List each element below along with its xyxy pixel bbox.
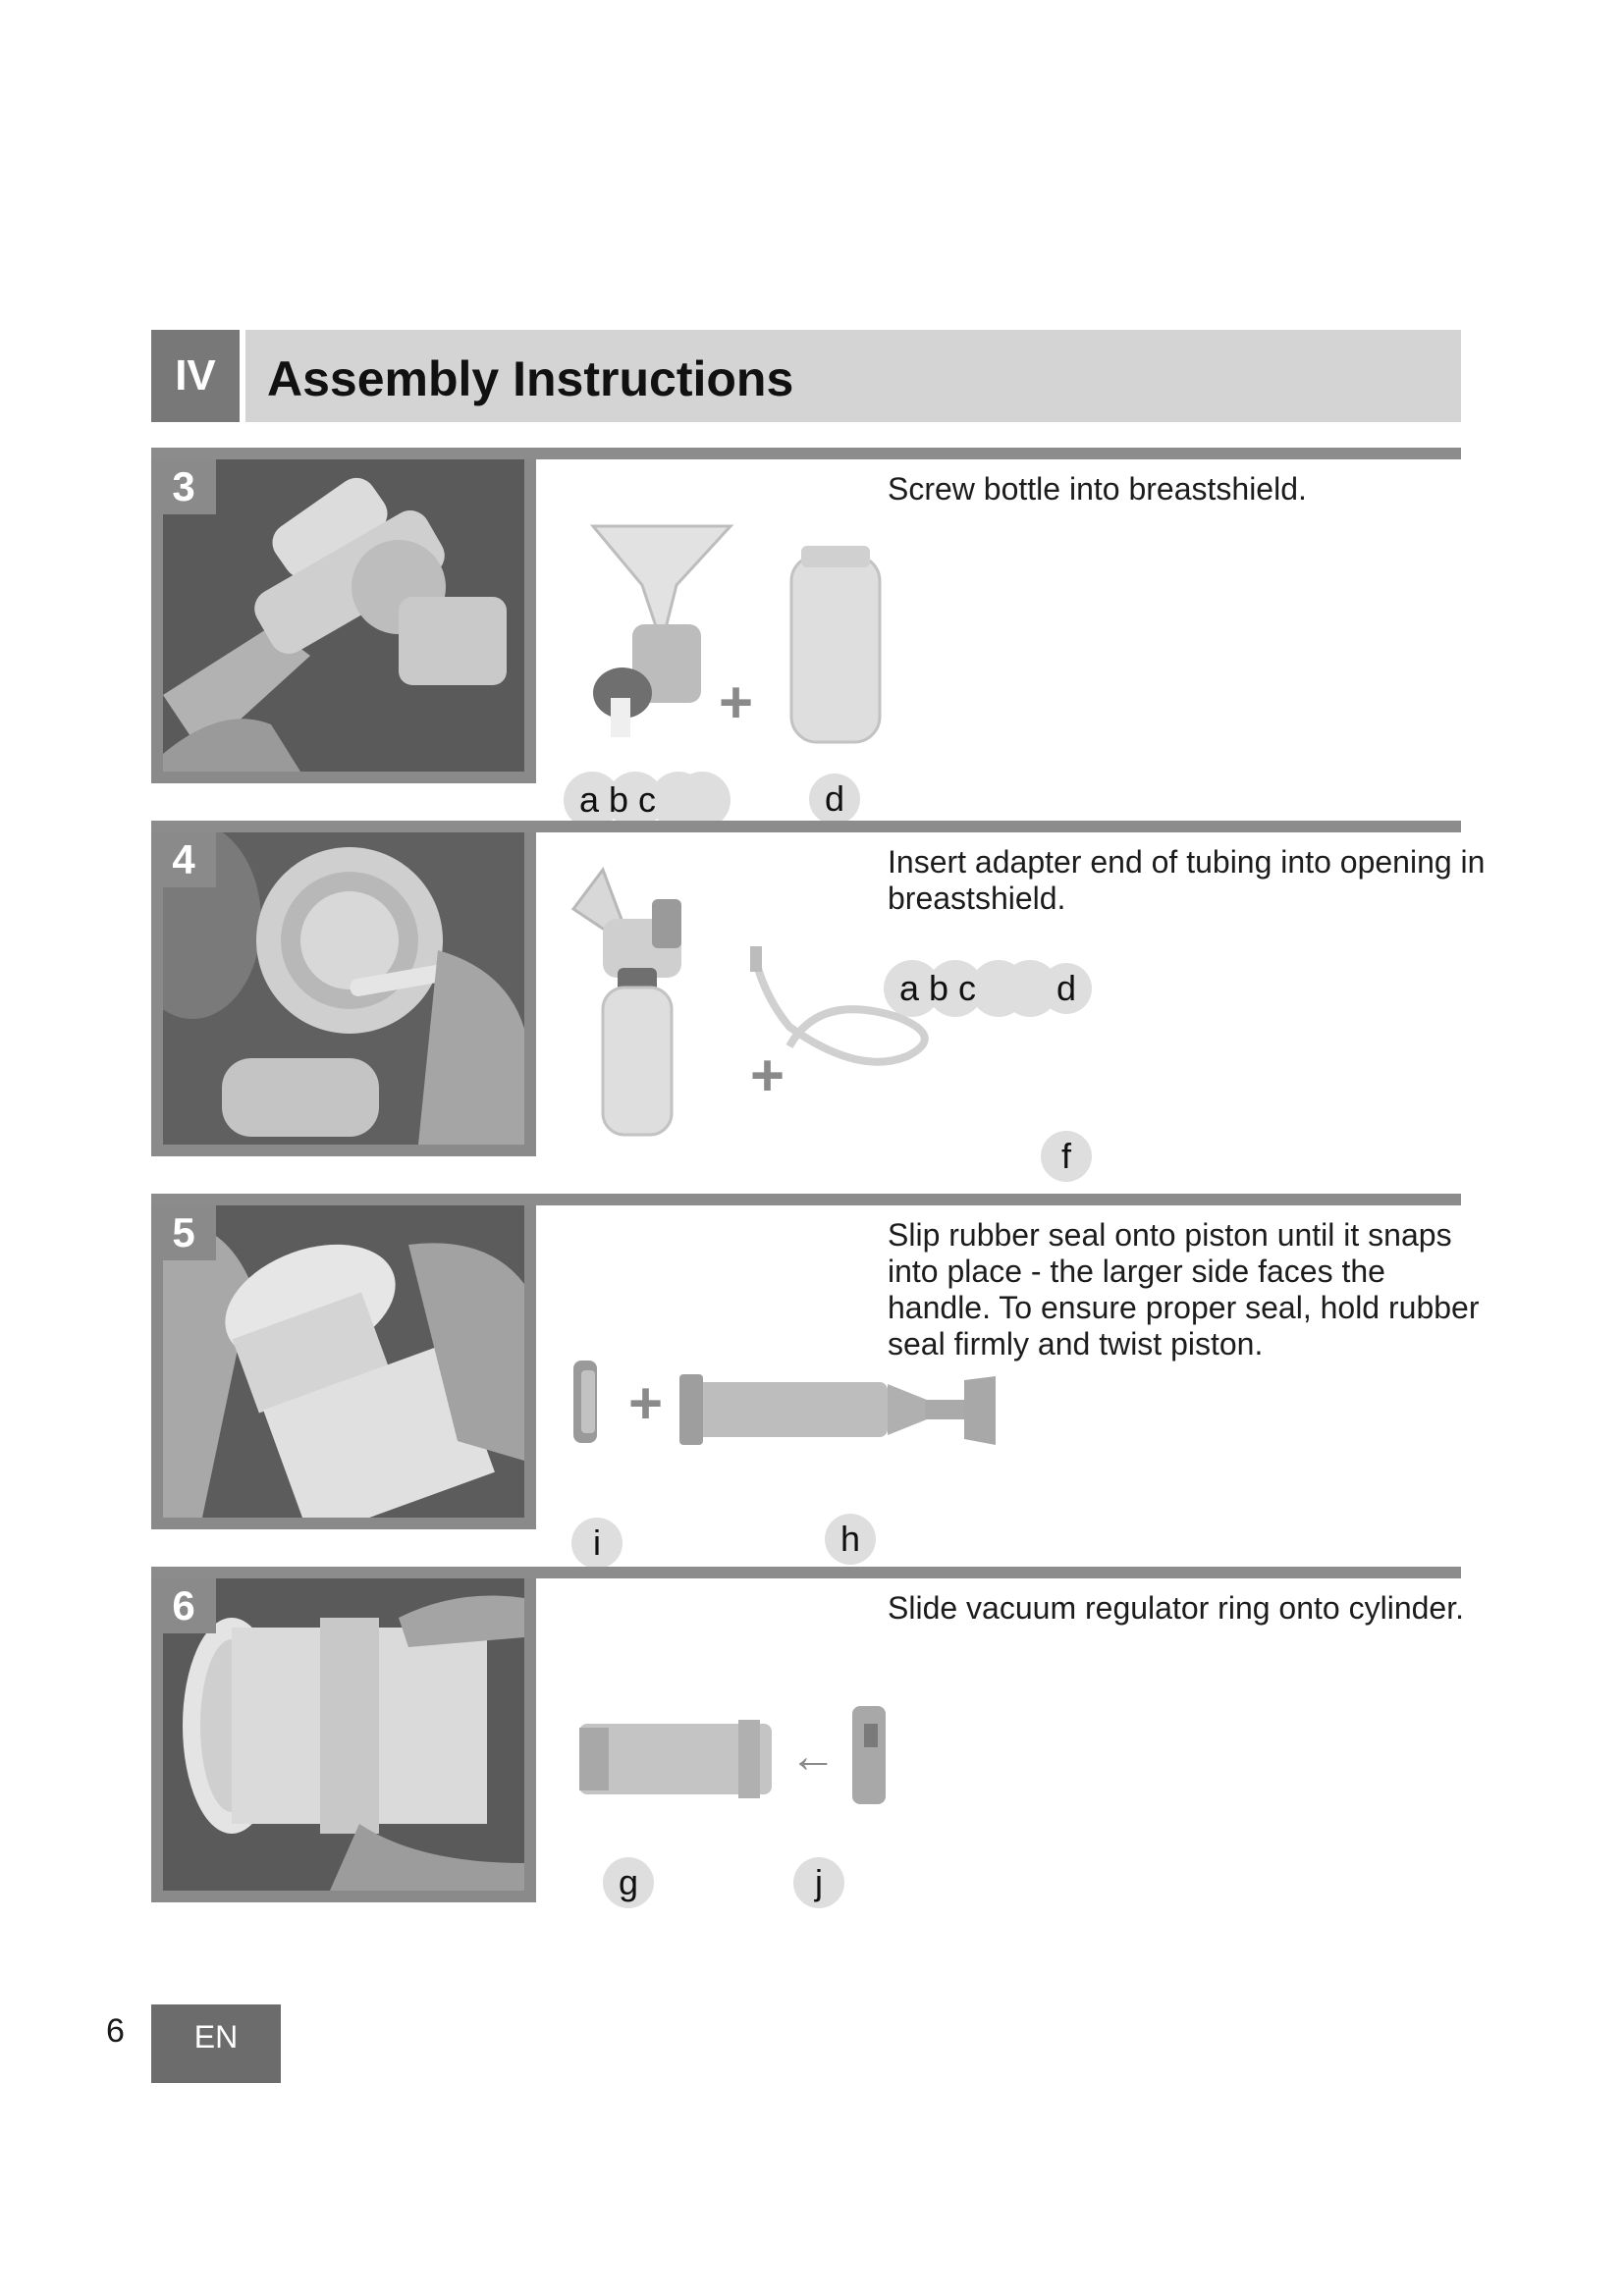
step-3 <box>151 448 1461 820</box>
plus-symbol: + <box>628 1370 664 1436</box>
photo-vacuum-ring <box>163 1578 524 1891</box>
step-instruction: Screw bottle into breastshield. <box>888 471 1307 507</box>
section-number: IV <box>151 330 240 422</box>
step-instruction: Slip rubber seal onto piston until it snaps into place - the larger side faces the handle. To ensure proper seal, hold rubber seal firmly and twist piston. <box>888 1217 1480 1362</box>
step-4 <box>151 821 1486 1184</box>
label-text: a b c <box>899 968 977 1008</box>
step-number: 4 <box>151 832 216 887</box>
step-number: 3 <box>151 459 216 514</box>
step-instruction: Insert adapter end of tubing into opening in breastshield. <box>888 844 1486 916</box>
step-divider <box>151 821 1461 832</box>
photo-insert-tubing <box>163 832 524 1145</box>
page-title: Assembly Instructions <box>267 351 794 406</box>
step-diagram <box>564 1223 1251 1563</box>
step-number: 5 <box>151 1205 216 1260</box>
step-5 <box>151 1194 1480 1563</box>
arrow-left-icon: ← <box>789 1731 837 1783</box>
photo-rubber-seal <box>163 1205 524 1518</box>
part-label-j: j <box>793 1857 844 1908</box>
step-6 <box>151 1567 1464 1930</box>
step-divider <box>151 448 1461 459</box>
breastshield-tubing-illustration <box>564 850 1251 1184</box>
plus-symbol: + <box>719 669 754 735</box>
step-divider <box>151 1567 1461 1578</box>
part-label-g: g <box>603 1857 654 1908</box>
language-tab: EN <box>151 2004 281 2083</box>
label-text: a b c <box>579 779 657 820</box>
breastshield-bottle-illustration <box>564 477 1251 772</box>
photo-screw-bottle <box>163 459 524 772</box>
seal-piston-illustration <box>564 1223 1251 1518</box>
step-number: 6 <box>151 1578 216 1633</box>
section-header <box>151 330 1461 422</box>
part-label-i: i <box>571 1518 623 1569</box>
part-label-d: d <box>809 774 860 825</box>
cylinder-ring-illustration <box>564 1596 1251 1891</box>
step-divider <box>151 1194 1461 1205</box>
part-label-abc <box>884 960 1060 1017</box>
step-instruction: Slide vacuum regulator ring onto cylinder. <box>888 1590 1464 1626</box>
step-diagram <box>564 1596 1251 1930</box>
header-divider <box>240 330 245 422</box>
page-number: 6 <box>106 2012 125 2050</box>
part-label-f: f <box>1041 1131 1092 1182</box>
part-label-h: h <box>825 1514 876 1565</box>
step-diagram <box>564 477 1251 820</box>
plus-symbol: + <box>750 1042 785 1108</box>
part-label-d: d <box>1041 963 1092 1014</box>
step-diagram <box>564 850 1251 1184</box>
